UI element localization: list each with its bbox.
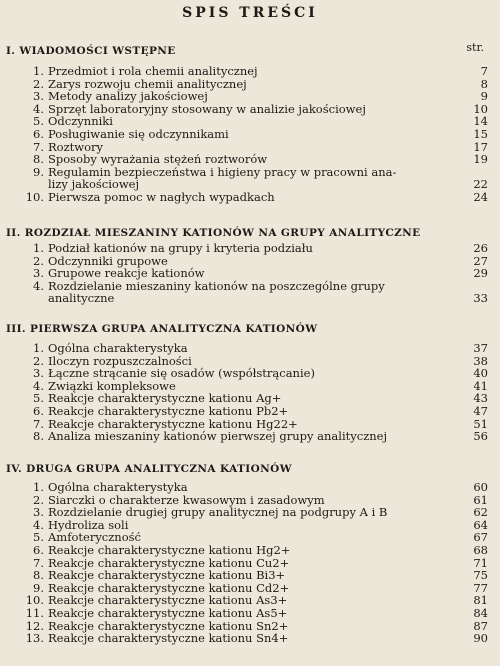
entry-title: Sposoby wyrażania stężeń roztworów (48, 152, 268, 167)
entry-number: 2. (33, 76, 44, 91)
toc-entry[interactable] (0, 90, 500, 103)
entry-number: 13. (25, 631, 44, 646)
toc-entry[interactable] (0, 506, 500, 519)
entry-title: Reakcje charakterystyczne kationu As3+ (48, 593, 288, 608)
entry-page-number: 60 (473, 480, 488, 494)
entry-number: 7. (33, 416, 44, 431)
entry-page-number: 37 (473, 341, 488, 355)
toc-entry[interactable] (0, 632, 500, 645)
entry-page-number: 8 (480, 76, 488, 91)
entry-page-number: 61 (473, 492, 488, 507)
entry-number: 4. (33, 517, 44, 532)
entry-page-number: 77 (473, 580, 488, 595)
entry-title: lizy jakościowej (48, 177, 140, 192)
toc-entry[interactable] (0, 166, 500, 191)
entry-page-number: 27 (473, 253, 488, 268)
entry-title: Iloczyn rozpuszczalności (48, 353, 192, 368)
entry-page-number: 68 (473, 543, 488, 557)
toc-entry[interactable] (0, 367, 500, 380)
entry-number: 4. (33, 278, 44, 293)
entry-page-number: 87 (473, 618, 488, 633)
entry-title: Odczynniki (48, 114, 113, 129)
entry-number: 6. (33, 543, 44, 557)
entry-title: Rozdzielanie drugiej grupy analitycznej na podgrupy A i B (48, 505, 388, 520)
entry-title: Reakcje charakterystyczne kationu Cd2+ (48, 580, 290, 595)
entry-number: 11. (25, 606, 44, 620)
entry-page-number: 17 (473, 139, 488, 154)
entry-number: 8. (33, 429, 44, 444)
entry-title: Siarczki o charakterze kwasowym i zasadowym (48, 492, 325, 507)
page-title: SPIS TREŚCI (182, 5, 318, 21)
entry-title: Odczynniki grupowe (48, 253, 168, 268)
entry-number: 4. (33, 101, 44, 116)
entry-number: 8. (33, 568, 44, 583)
entry-page-number: 26 (473, 241, 488, 255)
entry-number: 2. (33, 353, 44, 368)
entry-title: Łączne strącanie się osadów (współstrącanie) (48, 366, 315, 381)
entry-page-number: 9 (480, 89, 488, 104)
entry-title: Reakcje charakterystyczne kationu Sn2+ (48, 618, 289, 633)
entry-title: Reakcje charakterystyczne kationu Bi3+ (48, 568, 286, 583)
entry-page-number: 24 (473, 190, 488, 204)
entry-page-number: 56 (473, 429, 488, 444)
entry-number: 8. (33, 152, 44, 167)
entry-page-number: 84 (473, 606, 488, 620)
entry-title: Roztwory (48, 139, 104, 154)
entry-number: 7. (33, 139, 44, 154)
entry-title: Rozdzielanie mieszaniny kationów na poszczególne grupy (48, 278, 385, 293)
entry-page-number: 29 (473, 266, 488, 281)
entry-title: Zarys rozwoju chemii analitycznej (48, 76, 247, 91)
entry-number: 3. (33, 266, 44, 281)
toc-entry[interactable] (0, 267, 500, 280)
toc-entry[interactable] (0, 153, 500, 166)
entry-page-number: 41 (473, 378, 488, 393)
entry-title: Związki kompleksowe (48, 378, 176, 393)
entry-number: 10. (25, 190, 44, 204)
entry-number: 6. (33, 127, 44, 141)
entry-title: Reakcje charakterystyczne kationu Pb2+ (48, 404, 289, 418)
entry-title: Amfoteryczność (48, 530, 141, 545)
section-heading: III. PIERWSZA GRUPA ANALITYCZNA KATIONÓW (6, 323, 318, 335)
section-heading: I. WIADOMOŚCI WSTĘPNE (6, 45, 176, 57)
entry-page-number: 71 (473, 555, 488, 570)
entry-page-number: 15 (473, 127, 488, 141)
toc-entry[interactable] (0, 544, 500, 557)
toc-entry[interactable] (0, 242, 500, 255)
toc-entry[interactable] (0, 128, 500, 141)
entry-page-number: 33 (473, 291, 488, 306)
entry-page-number: 90 (473, 631, 488, 646)
entry-number: 9. (33, 164, 44, 179)
entry-title: Metody analizy jakościowej (48, 89, 208, 104)
entry-number: 1. (33, 64, 44, 78)
entry-title: Regulamin bezpieczeństwa i higieny pracy w pracowni ana- (48, 164, 397, 179)
entry-title: Reakcje charakterystyczne kationu Hg22+ (48, 416, 298, 431)
toc-entry[interactable] (0, 430, 500, 443)
section-heading: II. ROZDZIAŁ MIESZANINY KATIONÓW NA GRUPY ANALITYCZNE (6, 227, 421, 239)
entry-page-number: 47 (473, 404, 488, 418)
entry-number: 1. (33, 341, 44, 355)
toc-entry[interactable] (0, 342, 500, 355)
toc-entry[interactable] (0, 481, 500, 494)
entry-page-number: 62 (473, 505, 488, 520)
entry-page-number: 19 (473, 152, 488, 167)
toc-entry[interactable] (0, 65, 500, 78)
entry-page-number: 10 (473, 101, 488, 116)
entry-page-number: 67 (473, 530, 488, 545)
entry-number: 1. (33, 480, 44, 494)
entry-title: Reakcje charakterystyczne kationu Sn4+ (48, 631, 289, 646)
entry-page-number: 43 (473, 391, 488, 406)
entry-title: Ogólna charakterystyka (48, 480, 188, 494)
entry-title: Sprzęt laboratoryjny stosowany w analizie jakościowej (48, 101, 366, 116)
entry-number: 3. (33, 89, 44, 104)
entry-page-number: 51 (473, 416, 488, 431)
toc-entry[interactable] (0, 607, 500, 620)
entry-number: 6. (33, 404, 44, 418)
entry-number: 12. (25, 618, 44, 633)
entry-number: 7. (33, 555, 44, 570)
entry-page-number: 64 (473, 517, 488, 532)
entry-title: Przedmiot i rola chemii analitycznej (48, 64, 258, 78)
entry-title: Reakcje charakterystyczne kationu Cu2+ (48, 555, 290, 570)
toc-entry[interactable] (0, 280, 500, 305)
entry-number: 5. (33, 391, 44, 406)
entry-page-number: 81 (473, 593, 488, 608)
entry-title: Pierwsza pomoc w nagłych wypadkach (48, 190, 275, 204)
entry-page-number: 75 (473, 568, 488, 583)
entry-number: 10. (25, 593, 44, 608)
entry-title: Reakcje charakterystyczne kationu Ag+ (48, 391, 282, 406)
entry-title: Posługiwanie się odczynnikami (48, 127, 229, 141)
toc-entry[interactable] (0, 569, 500, 582)
entry-number: 5. (33, 530, 44, 545)
entry-title: Reakcje charakterystyczne kationu Hg2+ (48, 543, 291, 557)
entry-title: Reakcje charakterystyczne kationu As5+ (48, 606, 288, 620)
entry-page-number: 38 (473, 353, 488, 368)
entry-number: 4. (33, 378, 44, 393)
entry-page-number: 7 (480, 64, 488, 78)
entry-number: 3. (33, 505, 44, 520)
entry-number: 9. (33, 580, 44, 595)
toc-entry[interactable] (0, 191, 500, 204)
entry-title: analityczne (48, 291, 115, 306)
entry-page-number: 40 (473, 366, 488, 381)
entry-title: Ogólna charakterystyka (48, 341, 188, 355)
entry-title: Podział kationów na grupy i kryteria podziału (48, 241, 313, 255)
entry-page-number: 14 (473, 114, 488, 129)
entry-title: Analiza mieszaniny kationów pierwszej grupy analitycznej (48, 429, 388, 444)
entry-title: Grupowe reakcje kationów (48, 266, 205, 281)
toc-entry[interactable] (0, 405, 500, 418)
entry-number: 1. (33, 241, 44, 255)
entry-title: Hydroliza soli (48, 517, 129, 532)
section-heading: IV. DRUGA GRUPA ANALITYCZNA KATIONÓW (6, 463, 292, 475)
entry-number: 5. (33, 114, 44, 129)
entry-number: 2. (33, 253, 44, 268)
page-column-header: str. (466, 41, 484, 54)
entry-number: 2. (33, 492, 44, 507)
entry-number: 3. (33, 366, 44, 381)
entry-page-number: 22 (473, 177, 488, 192)
